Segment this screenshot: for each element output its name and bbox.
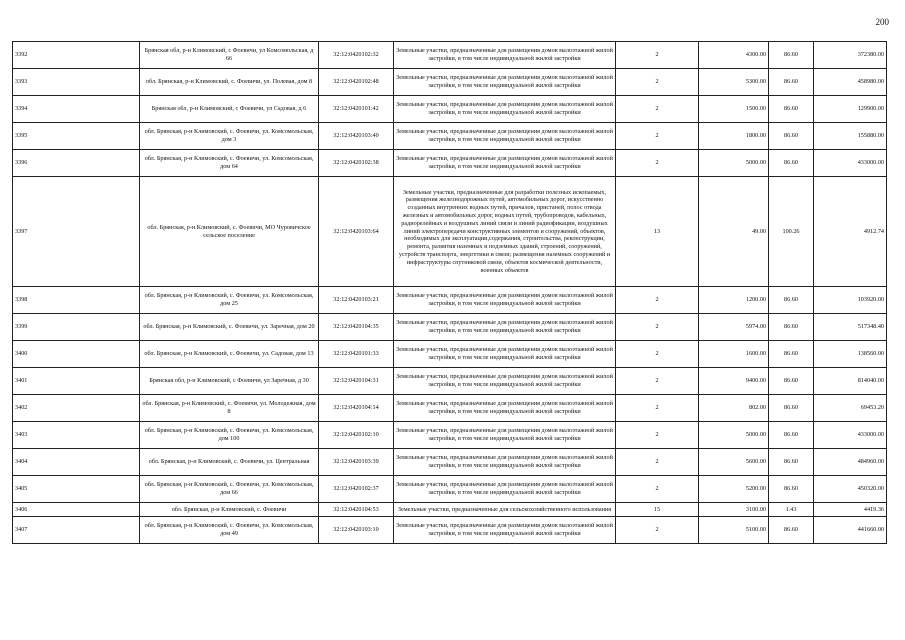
cadastral-value-cell: 484960.00 <box>814 449 887 476</box>
area-cell: 1200.00 <box>699 287 769 314</box>
specific-value-cell: 86.60 <box>769 123 814 150</box>
row-number: 3407 <box>13 517 140 544</box>
area-cell: 5000.00 <box>699 422 769 449</box>
table-body <box>13 42 887 544</box>
cadastral-value-cell: 4912.74 <box>814 177 887 287</box>
table-row <box>13 150 887 177</box>
permitted-use-cell: Земельные участки, предназначенные для размещения домов малоэтажной жилой застройки, в том числе индивидуальной жилой застройки <box>394 123 616 150</box>
cadastral-number-cell: 32:12:0420103:39 <box>319 449 394 476</box>
permitted-use-cell: Земельные участки, предназначенные для размещения домов малоэтажной жилой застройки, в том числе индивидуальной жилой застройки <box>394 42 616 69</box>
row-number: 3397 <box>13 177 140 287</box>
row-number: 3393 <box>13 69 140 96</box>
table-row <box>13 449 887 476</box>
row-number: 3405 <box>13 476 140 503</box>
category-code-cell: 2 <box>616 69 699 96</box>
category-code-cell: 2 <box>616 395 699 422</box>
land-registry-table <box>12 41 887 544</box>
specific-value-cell: 86.60 <box>769 395 814 422</box>
cadastral-number-cell: 32:12:0420103:10 <box>319 517 394 544</box>
page-number: 200 <box>875 17 889 27</box>
cadastral-number-cell: 32:12:0420104:53 <box>319 503 394 517</box>
specific-value-cell: 86.60 <box>769 69 814 96</box>
specific-value-cell: 86.60 <box>769 287 814 314</box>
cadastral-number-cell: 32:12:0420104:14 <box>319 395 394 422</box>
category-code-cell: 2 <box>616 314 699 341</box>
table-row <box>13 123 887 150</box>
address-cell: обл. Брянская, р-н Климовский, с. Фоевичи, ул. Комсомольская, дом 49 <box>140 517 319 544</box>
category-code-cell: 2 <box>616 287 699 314</box>
table-row <box>13 368 887 395</box>
permitted-use-cell: Земельные участки, предназначенные для размещения домов малоэтажной жилой застройки, в том числе индивидуальной жилой застройки <box>394 449 616 476</box>
category-code-cell: 2 <box>616 341 699 368</box>
address-cell: Брянская обл, р-н Климовский, с Фоевичи, ул Заречная, д 30 <box>140 368 319 395</box>
cadastral-number-cell: 32:12:0420104:35 <box>319 314 394 341</box>
cadastral-number-cell: 32:12:0420102:48 <box>319 69 394 96</box>
permitted-use-cell: Земельные участки, предназначенные для размещения домов малоэтажной жилой застройки, в том числе индивидуальной жилой застройки <box>394 287 616 314</box>
cadastral-number-cell: 32:12:0420102:37 <box>319 476 394 503</box>
area-cell: 9400.00 <box>699 368 769 395</box>
area-cell: 802.00 <box>699 395 769 422</box>
table-row <box>13 517 887 544</box>
cadastral-value-cell: 69453.20 <box>814 395 887 422</box>
area-cell: 1800.00 <box>699 123 769 150</box>
permitted-use-cell: Земельные участки, предназначенные для размещения домов малоэтажной жилой застройки, в том числе индивидуальной жилой застройки <box>394 476 616 503</box>
cadastral-value-cell: 129900.00 <box>814 96 887 123</box>
category-code-cell: 2 <box>616 449 699 476</box>
category-code-cell: 2 <box>616 422 699 449</box>
permitted-use-cell: Земельные участки, предназначенные для размещения домов малоэтажной жилой застройки, в том числе индивидуальной жилой застройки <box>394 314 616 341</box>
table-row <box>13 395 887 422</box>
permitted-use-cell: Земельные участки, предназначенные для размещения домов малоэтажной жилой застройки, в том числе индивидуальной жилой застройки <box>394 368 616 395</box>
category-code-cell: 2 <box>616 150 699 177</box>
specific-value-cell: 86.60 <box>769 368 814 395</box>
address-cell: обл. Брянская, р-н Климовский, с. Фоевичи, ул. Комсомольская, дом 3 <box>140 123 319 150</box>
specific-value-cell: 1.43 <box>769 503 814 517</box>
address-cell: обл. Брянская, р-н Климовский, с. Фоевичи, ул. Комсомольская, дом 66 <box>140 476 319 503</box>
area-cell: 5974.00 <box>699 314 769 341</box>
category-code-cell: 2 <box>616 123 699 150</box>
table-row <box>13 177 887 287</box>
row-number: 3404 <box>13 449 140 476</box>
table-row <box>13 69 887 96</box>
table-row <box>13 503 887 517</box>
address-cell: обл. Брянская, р-н Климовский, с. Фоевичи, ул. Комсомольская, дом 25 <box>140 287 319 314</box>
cadastral-number-cell: 32:12:0420101:33 <box>319 341 394 368</box>
table-row <box>13 314 887 341</box>
address-cell: обл. Брянская, р-н Климовский, с. Фоевичи, ул. Комсомольская, дом 100 <box>140 422 319 449</box>
address-cell: обл. Брянская, р-н Климовский, с. Фоевичи, МО Чуровичское сельское поселение <box>140 177 319 287</box>
address-cell: Брянская обл, р-н Климовский, с Фоевичи, ул Садовая, д 6 <box>140 96 319 123</box>
cadastral-value-cell: 458980.00 <box>814 69 887 96</box>
address-cell: обл. Брянская, р-н Климовский, с. Фоевичи, ул. Комсомольская, дом 64 <box>140 150 319 177</box>
specific-value-cell: 86.60 <box>769 476 814 503</box>
address-cell: обл. Брянская, р-н Климовский, с. Фоевичи, ул. Заречная, дом 20 <box>140 314 319 341</box>
cadastral-number-cell: 32:12:0420103:21 <box>319 287 394 314</box>
area-cell: 5000.00 <box>699 150 769 177</box>
permitted-use-cell: Земельные участки, предназначенные для размещения домов малоэтажной жилой застройки, в том числе индивидуальной жилой застройки <box>394 422 616 449</box>
category-code-cell: 2 <box>616 476 699 503</box>
address-cell: обл. Брянская, р-н Климовский, с. Фоевичи, ул. Садовая, дом 13 <box>140 341 319 368</box>
cadastral-number-cell: 32:12:0420104:31 <box>319 368 394 395</box>
address-cell: Брянская обл, р-н Климовский, с Фоевичи, ул Комсомольская, д 66 <box>140 42 319 69</box>
table-row <box>13 476 887 503</box>
permitted-use-cell: Земельные участки, предназначенные для размещения домов малоэтажной жилой застройки, в том числе индивидуальной жилой застройки <box>394 69 616 96</box>
cadastral-value-cell: 372380.00 <box>814 42 887 69</box>
cadastral-number-cell: 32:12:0420103:40 <box>319 123 394 150</box>
row-number: 3399 <box>13 314 140 341</box>
permitted-use-cell: Земельные участки, предназначенные для размещения домов малоэтажной жилой застройки, в том числе индивидуальной жилой застройки <box>394 341 616 368</box>
specific-value-cell: 86.60 <box>769 422 814 449</box>
cadastral-number-cell: 32:12:0420102:10 <box>319 422 394 449</box>
row-number: 3402 <box>13 395 140 422</box>
row-number: 3406 <box>13 503 140 517</box>
table-row <box>13 287 887 314</box>
specific-value-cell: 100.26 <box>769 177 814 287</box>
table-row <box>13 96 887 123</box>
permitted-use-cell: Земельные участки, предназначенные для размещения домов малоэтажной жилой застройки, в том числе индивидуальной жилой застройки <box>394 395 616 422</box>
specific-value-cell: 86.60 <box>769 96 814 123</box>
permitted-use-cell: Земельные участки, предназначенные для размещения домов малоэтажной жилой застройки, в том числе индивидуальной жилой застройки <box>394 96 616 123</box>
category-code-cell: 2 <box>616 368 699 395</box>
area-cell: 5300.00 <box>699 69 769 96</box>
cadastral-value-cell: 155880.00 <box>814 123 887 150</box>
row-number: 3400 <box>13 341 140 368</box>
row-number: 3398 <box>13 287 140 314</box>
cadastral-value-cell: 814040.00 <box>814 368 887 395</box>
cadastral-value-cell: 517348.40 <box>814 314 887 341</box>
permitted-use-cell: Земельные участки, предназначенные для сельскохозяйственного использования <box>394 503 616 517</box>
area-cell: 49.00 <box>699 177 769 287</box>
cadastral-value-cell: 433000.00 <box>814 150 887 177</box>
row-number: 3395 <box>13 123 140 150</box>
address-cell: обл. Брянская, р-н Климовский, с. Фоевичи, ул. Молодежная, дом 8 <box>140 395 319 422</box>
table-row <box>13 422 887 449</box>
category-code-cell: 2 <box>616 42 699 69</box>
cadastral-number-cell: 32:12:0420101:42 <box>319 96 394 123</box>
specific-value-cell: 86.60 <box>769 449 814 476</box>
cadastral-value-cell: 138560.00 <box>814 341 887 368</box>
permitted-use-cell: Земельные участки, предназначенные для разработки полезных ископаемых, размещения железнодорожных путей, автомобильных дорог, искусственно созданных внутренних водных путей, причалов, пристаней, полос отвода железных и автомобильных дорог, водных путей, трубопроводов, кабельных, радиорелейных и воздушных линий связи и линий радиофикации, воздушных линий электропередачи конструктивных элементов и сооружений, объектов, необходимых для эксплуатации,содержания, строительства, реконструкции, ремонта, развития наземных и подземных зданий, строений, сооружений, устройств транспорта, энергетики и связи; размещения наземных сооружений и инфраструктуры спутниковой связи, объектов космической деятельности, военных объектов <box>394 177 616 287</box>
address-cell: обл. Брянская, р-н Климовский, с. Фоевичи, ул. Центральная <box>140 449 319 476</box>
permitted-use-cell: Земельные участки, предназначенные для размещения домов малоэтажной жилой застройки, в том числе индивидуальной жилой застройки <box>394 150 616 177</box>
cadastral-value-cell: 450320.00 <box>814 476 887 503</box>
cadastral-number-cell: 32:12:0420103:64 <box>319 177 394 287</box>
category-code-cell: 13 <box>616 177 699 287</box>
category-code-cell: 2 <box>616 517 699 544</box>
area-cell: 4300.00 <box>699 42 769 69</box>
cadastral-value-cell: 441660.00 <box>814 517 887 544</box>
row-number: 3401 <box>13 368 140 395</box>
row-number: 3392 <box>13 42 140 69</box>
specific-value-cell: 86.60 <box>769 341 814 368</box>
area-cell: 1500.00 <box>699 96 769 123</box>
row-number: 3396 <box>13 150 140 177</box>
row-number: 3403 <box>13 422 140 449</box>
cadastral-number-cell: 32:12:0420102:38 <box>319 150 394 177</box>
cadastral-value-cell: 433000.00 <box>814 422 887 449</box>
table-row <box>13 42 887 69</box>
cadastral-number-cell: 32:12:0420102:32 <box>319 42 394 69</box>
area-cell: 3100.00 <box>699 503 769 517</box>
permitted-use-cell: Земельные участки, предназначенные для размещения домов малоэтажной жилой застройки, в том числе индивидуальной жилой застройки <box>394 517 616 544</box>
specific-value-cell: 86.60 <box>769 517 814 544</box>
specific-value-cell: 86.60 <box>769 314 814 341</box>
area-cell: 1600.00 <box>699 341 769 368</box>
row-number: 3394 <box>13 96 140 123</box>
category-code-cell: 15 <box>616 503 699 517</box>
area-cell: 5600.00 <box>699 449 769 476</box>
category-code-cell: 2 <box>616 96 699 123</box>
cadastral-value-cell: 4419.36 <box>814 503 887 517</box>
area-cell: 5200.00 <box>699 476 769 503</box>
specific-value-cell: 86.60 <box>769 150 814 177</box>
area-cell: 5100.00 <box>699 517 769 544</box>
table-row <box>13 341 887 368</box>
address-cell: обл. Брянская, р-н Климовский, с. Фоевичи, ул. Полевая, дом 8 <box>140 69 319 96</box>
address-cell: обл. Брянская, р-н Климовский, с. Фоевичи <box>140 503 319 517</box>
cadastral-value-cell: 103920.00 <box>814 287 887 314</box>
specific-value-cell: 86.60 <box>769 42 814 69</box>
